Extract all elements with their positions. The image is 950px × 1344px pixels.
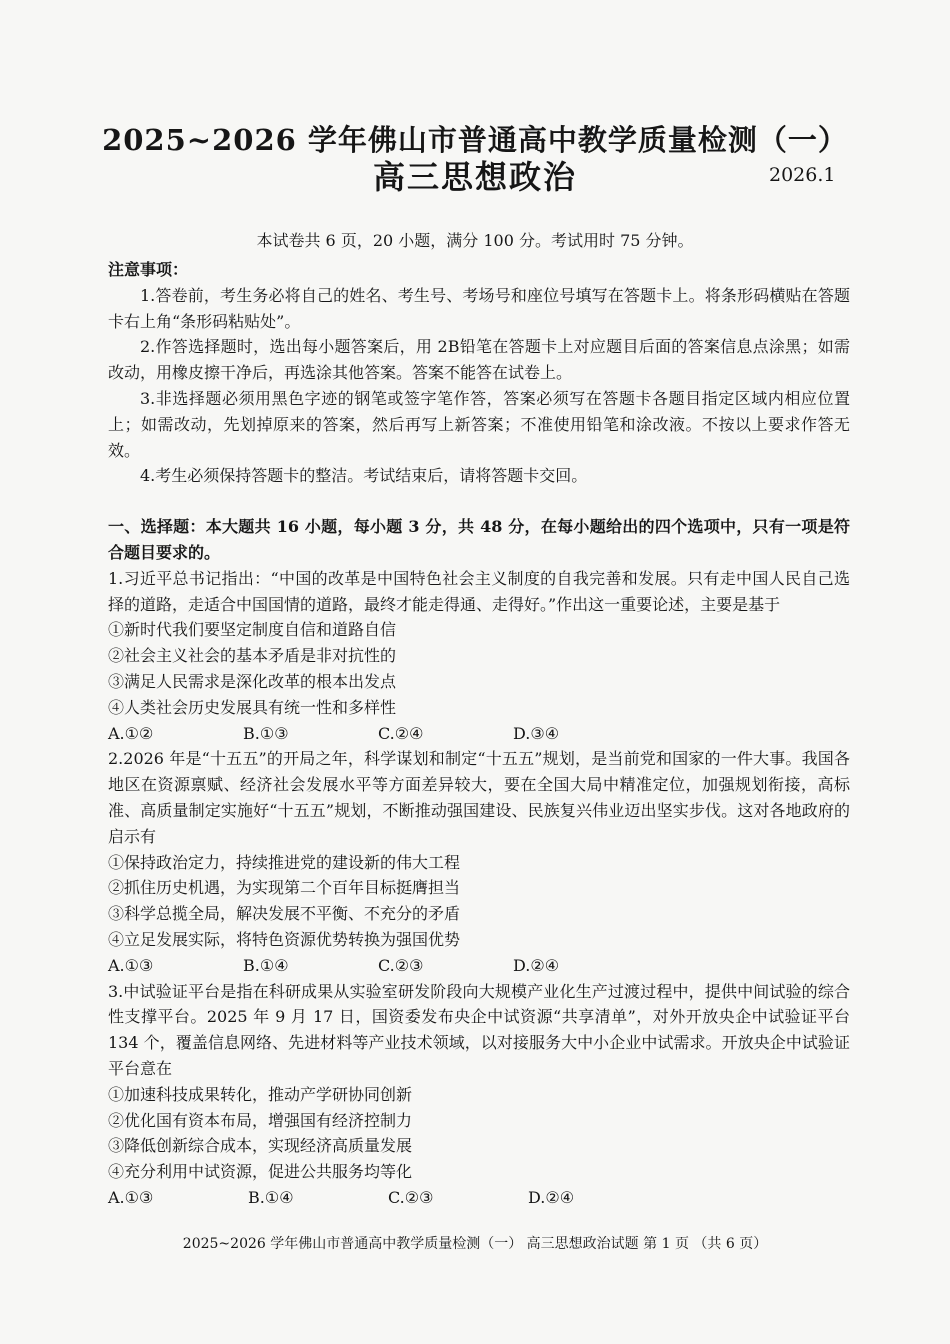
answer-choice-c: C.②③	[388, 1187, 434, 1207]
page-footer: 2025~2026 学年佛山市普通高中教学质量检测（一） 高三思想政治试题 第 1 页 （共 6 页）	[182, 1236, 768, 1252]
spacer	[108, 489, 850, 514]
exam-content	[108, 257, 850, 1211]
answer-choice-b: B.①③	[243, 723, 289, 743]
exam-title: 2025~2026 学年佛山市普通高中教学质量检测（一）	[102, 123, 848, 157]
answer-choices	[108, 721, 850, 747]
answer-choice-a: A.①②	[108, 723, 154, 743]
question-options	[108, 850, 850, 953]
option-item: ②抓住历史机遇，为实现第二个百年目标挺膺担当	[108, 878, 461, 898]
notice-item: 2.作答选择题时，选出每小题答案后，用 2B铅笔在答题卡上对应题目后面的答案信息点涂黑；如需改动，用橡皮擦干净后，再选涂其他答案。答案不能答在试卷上。	[108, 337, 850, 383]
subject-title: 高三思想政治	[372, 158, 577, 196]
answer-choice-d: D.③④	[513, 723, 560, 743]
question-stem: 2.2026 年是“十五五”的开局之年，科学谋划和制定“十五五”规划，是当前党和国家的一件大事。我国各地区在资源禀赋、经济社会发展水平等方面差异较大，要在全国大局中精准定位，加强规划衔接，高标准、高质量制定实施好“十五五”规划，不断推动强国建设、民族复兴伟业迈出坚实步伐。这对各地政府的启示有	[108, 749, 850, 846]
question-stem: 1.习近平总书记指出：“中国的改革是中国特色社会主义制度的自我完善和发展。只有走中国人民自己选择的道路，走适合中国国情的道路，最终才能走得通、走得好。”作出这一重要论述，主要是基于	[108, 568, 850, 614]
answer-choice-c: C.②③	[378, 955, 424, 975]
option-item: ④充分利用中试资源，促进公共服务均等化	[108, 1162, 413, 1182]
answer-choice-d: D.②④	[513, 955, 560, 975]
answer-choice-a: A.①③	[108, 955, 154, 975]
exam-date: 2026.1	[769, 164, 836, 186]
notice-item: 3.非选择题必须用黑色字迹的钢笔或签字笔作答，答案必须写在答题卡各题目指定区域内相应位置上；如需改动，先划掉原来的答案，然后再写上新答案；不准使用铅笔和涂改液。不按以上要求作答无效。	[108, 388, 850, 460]
option-item: ②社会主义社会的基本矛盾是非对抗性的	[108, 646, 397, 666]
answer-choice-b: B.①④	[248, 1187, 294, 1207]
notice-item: 4.考生必须保持答题卡的整洁。考试结束后，请将答题卡交回。	[140, 466, 588, 486]
option-item: ①保持政治定力，持续推进党的建设新的伟大工程	[108, 852, 461, 872]
answer-choice-a: A.①③	[108, 1187, 154, 1207]
notice-title: 注意事项：	[108, 260, 189, 279]
option-item: ④立足发展实际，将特色资源优势转换为强国优势	[108, 929, 461, 949]
option-item: ①新时代我们要坚定制度自信和道路自信	[108, 620, 397, 640]
option-item: ②优化国有资本布局，增强国有经济控制力	[108, 1110, 413, 1130]
option-item: ③满足人民需求是深化改革的根本出发点	[108, 671, 397, 691]
question-stem: 3.中试验证平台是指在科研成果从实验室研发阶段向大规模产业化生产过渡过程中，提供中间试验的综合性支撑平台。2025 年 9 月 17 日，国资委发布央企中试资源“共享清单”，对外开放央企中试验证平台 134 个，覆盖信息网络、先进材料等产业技术领域，以对接服务大中小企业中试需求。开放央企中试验证平台意在	[108, 981, 850, 1078]
answer-choice-c: C.②④	[378, 723, 424, 743]
exam-intro: 本试卷共 6 页，20 小题，满分 100 分。考试用时 75 分钟。	[256, 231, 694, 250]
option-item: ④人类社会历史发展具有统一性和多样性	[108, 697, 397, 717]
answer-choice-b: B.①④	[243, 955, 289, 975]
question-options	[108, 1082, 850, 1185]
question-options	[108, 617, 850, 720]
section-heading: 一、选择题：本大题共 16 小题，每小题 3 分，共 48 分，在每小题给出的四个选项中，只有一项是符合题目要求的。	[108, 517, 850, 562]
answer-choices	[108, 953, 850, 979]
notice-item: 1.答卷前，考生务必将自己的姓名、考生号、考场号和座位号填写在答题卡上。将条形码横贴在答题卡右上角“条形码粘贴处”。	[108, 285, 850, 331]
answer-choices	[108, 1185, 850, 1211]
option-item: ③科学总揽全局，解决发展不平衡、不充分的矛盾	[108, 904, 461, 924]
option-item: ③降低创新综合成本，实现经济高质量发展	[108, 1136, 413, 1156]
option-item: ①加速科技成果转化，推动产学研协同创新	[108, 1084, 413, 1104]
answer-choice-d: D.②④	[528, 1187, 575, 1207]
